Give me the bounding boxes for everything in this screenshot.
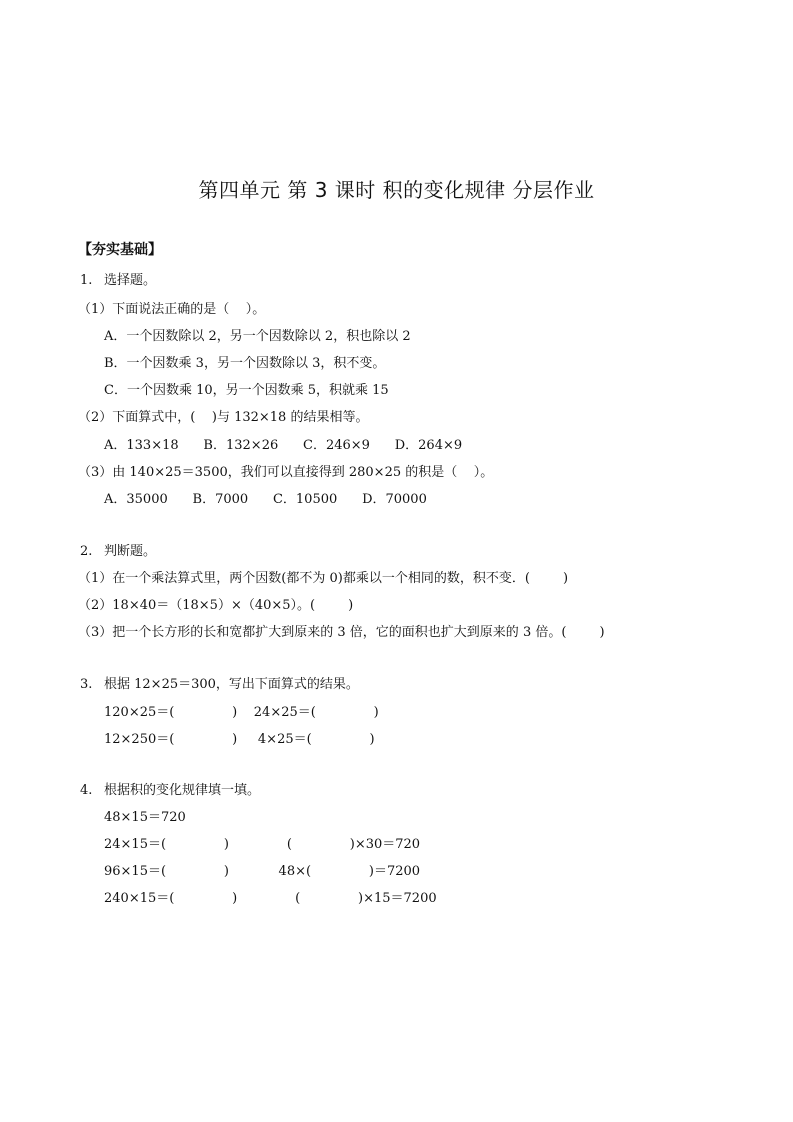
q4-number: 4. xyxy=(80,783,93,798)
page-title: 第四单元 第 3 课时 积的变化规律 分层作业 xyxy=(198,178,595,202)
q3-heading xyxy=(80,677,359,693)
q2-part1: （1）在一个乘法算式里，两个因数(都不为 0)都乘以一个相同的数，积不变．( ) xyxy=(78,571,569,586)
q4-row3: 240×15＝( ) ( )×15＝7200 xyxy=(104,891,437,906)
q4-row2: 96×15＝( ) 48×( )＝7200 xyxy=(104,864,421,879)
q4-row1: 24×15＝( ) ( )×30＝720 xyxy=(104,837,421,852)
q1-heading-text: 选择题。 xyxy=(104,273,157,288)
q1-heading xyxy=(80,273,156,289)
q4-row0: 48×15＝720 xyxy=(104,810,186,825)
q4-heading-text: 根据积的变化规律填一填。 xyxy=(104,783,261,798)
q1-part1-option-b: B．一个因数乘 3，另一个因数除以 3，积不变。 xyxy=(104,356,386,371)
q2-number: 2. xyxy=(80,544,93,559)
q4-heading xyxy=(80,783,260,799)
q3-heading-text: 根据 12×25＝300，写出下面算式的结果。 xyxy=(104,677,359,692)
q1-part2: （2）下面算式中，( )与 132×18 的结果相等。 xyxy=(78,410,369,425)
q2-heading xyxy=(80,544,156,560)
q3-number: 3. xyxy=(80,677,93,692)
q3-row1: 120×25＝( ) 24×25＝( ) xyxy=(104,705,379,720)
q1-part1: （1）下面说法正确的是（ ）。 xyxy=(78,302,266,317)
q1-part1-option-c: C．一个因数乘 10，另一个因数乘 5，积就乘 15 xyxy=(104,383,389,398)
q2-part3: （3）把一个长方形的长和宽都扩大到原来的 3 倍，它的面积也扩大到原来的 3 倍。( ) xyxy=(78,625,605,640)
q1-part2-options: A．133×18 B．132×26 C．246×9 D．264×9 xyxy=(104,438,463,453)
section-header: 【夯实基础】 xyxy=(78,242,162,258)
q1-part1-option-a: A．一个因数除以 2，另一个因数除以 2，积也除以 2 xyxy=(104,329,411,344)
q1-part3: （3）由 140×25＝3500，我们可以直接得到 280×25 的积是（ ）。 xyxy=(78,465,494,480)
q2-heading-text: 判断题。 xyxy=(104,544,157,559)
q3-row2: 12×250＝( ) 4×25＝( ) xyxy=(104,732,375,747)
q1-number: 1. xyxy=(80,273,93,288)
q2-part2: （2）18×40＝（18×5）×（40×5）。( ) xyxy=(78,598,354,613)
q1-part3-options: A．35000 B．7000 C．10500 D．70000 xyxy=(104,492,427,507)
